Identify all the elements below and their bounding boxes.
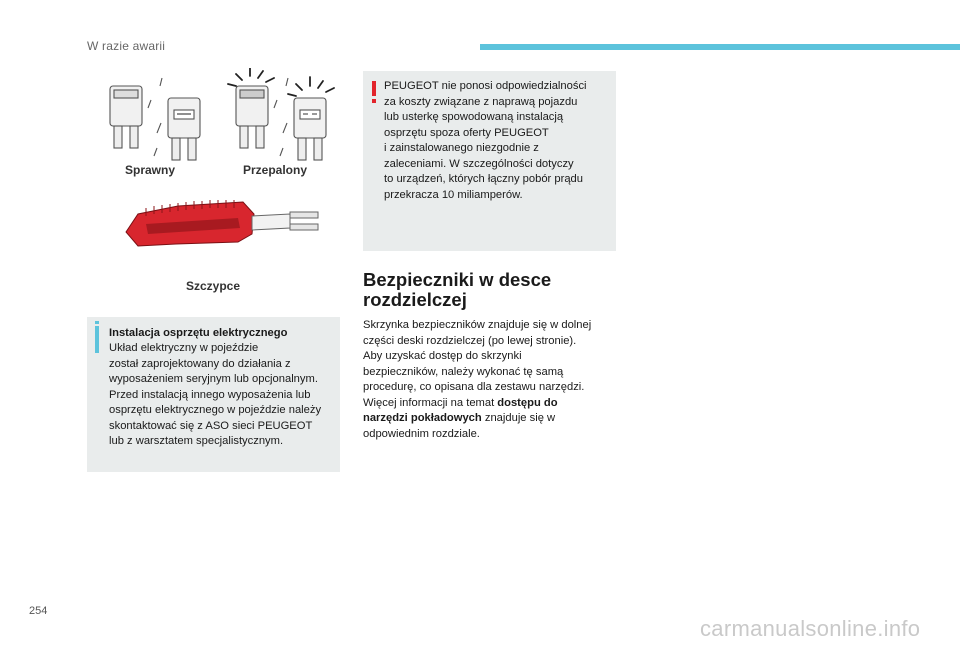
info-box xyxy=(87,317,340,472)
info-text: Układ elektryczny w pojeździe został zaprojektowany do działania z wyposażeniem seryjnym lub opcjonalnym. Przed instalacją innego wyposażenia lub osprzętu elektrycznego w pojeździe należy skontaktować się z ASO sieci PEUGEOT lub z warsztatem specjalistycznym. xyxy=(109,342,322,447)
info-title: Instalacja osprzętu elektrycznego xyxy=(109,327,288,339)
header-accent-bar xyxy=(480,44,960,50)
section-title: W razie awarii xyxy=(87,39,166,53)
watermark: carmanualsonline.info xyxy=(700,616,921,641)
page-number: 254 xyxy=(29,605,48,617)
caption-pliers: Szczypce xyxy=(186,279,241,293)
caption-fuse-blown: Przepalony xyxy=(243,163,308,177)
body-text-part1: Skrzynka bezpieczników znajduje się w dolnej części deski rozdzielczej (po lewej stronie). Aby uzyskać dostęp do skrzynki bezpieczników, należy wykonać tę samą procedurę, co opisana dla zestawu narzędzi. Więcej informacji na temat xyxy=(363,319,592,409)
caption-fuse-good: Sprawny xyxy=(125,163,176,177)
body-text-bold-link: dostępu do narzędzi pokładowych xyxy=(363,396,558,424)
fuse-illustration xyxy=(98,68,338,178)
pliers-illustration xyxy=(118,196,328,256)
warning-text: PEUGEOT nie ponosi odpowiedzialności za koszty związane z naprawą pojazdu lub usterkę spowodowaną instalacją osprzętu spoza oferty PEUGEOT i zainstalowanego niezgodnie z zaleceniami. W szczególności dotyczy to urządzeń, których łączny pobór prądu przekracza 10 miliamperów. xyxy=(384,80,587,201)
warning-box xyxy=(363,71,616,251)
body-text-part2: znajduje się w odpowiednim rozdziale. xyxy=(363,412,556,440)
section-heading: Bezpieczniki w desce rozdzielczej xyxy=(363,269,552,310)
section-body xyxy=(363,318,621,442)
